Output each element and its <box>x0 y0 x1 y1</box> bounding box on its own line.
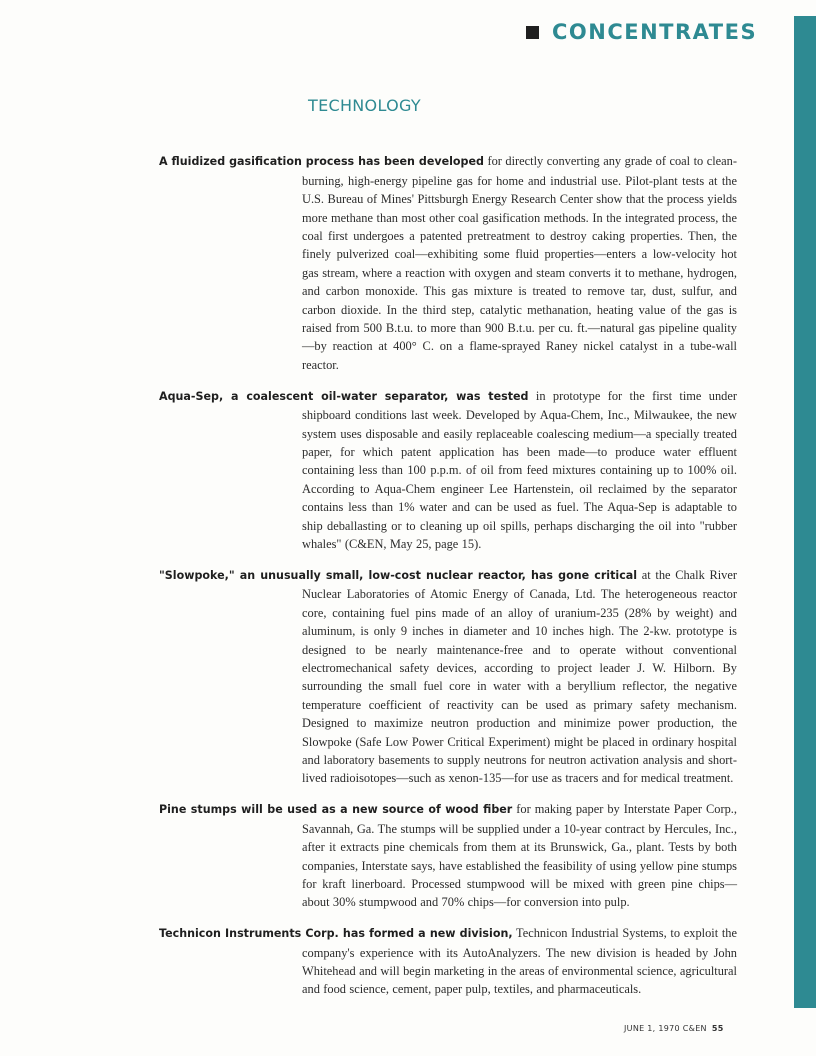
news-item-aqua-sep <box>159 387 737 554</box>
page-header <box>526 20 757 44</box>
item-body: Technicon Industrial Systems, to exploit the company's experience with its AutoAnalyzers. The new division is headed by John Whitehead and will begin marketing in the areas of environmental science, agricultural and food science, cement, paper pulp, textiles, and pharmaceuticals. <box>302 926 737 997</box>
item-body: for making paper by Interstate Paper Corp., Savannah, Ga. The stumps will be supplied under a 10-year contract by Hercules, Inc., after it extracts pine chemicals from them at its Brunswick, Ga., plant. Tests by both companies, Interstate says, have established the feasibility of using yellow pine stumps for kraft linerboard. Processed stumpwood will be mixed with green pine chips—about 30% stumpwood and 70% chips—for conversion into pulp. <box>302 802 737 910</box>
item-lead: A fluidized gasification process has been developed <box>159 155 484 169</box>
page-number: 55 <box>711 1024 724 1033</box>
news-item-pine-stumps <box>159 800 737 911</box>
section-title: TECHNOLOGY <box>308 96 421 115</box>
footer-date: JUNE 1, 1970 C&EN <box>624 1024 707 1033</box>
item-body: for directly converting any grade of coal to clean-burning, high-energy pipeline gas for home and industrial use. Pilot-plant tests at the U.S. Bureau of Mines' Pittsburgh Energy Research Center show that the process yields more methane than most other coal gasification methods. In the integrated process, the coal first undergoes a patented pretreatment to destroy caking properties. Then, the finely pulverized coal—exhibiting some fluid properties—enters a low-velocity hot gas stream, where a reaction with oxygen and steam converts it to methane, hydrogen, and carbon monoxide. This gas mixture is treated to remove tar, dust, sulfur, and carbon dioxide. In the third step, catalytic methanation, heating value of the gas is raised from 500 B.t.u. to more than 900 B.t.u. per cu. ft.—natural gas pipeline quality—by reaction at 400° C. on a flame-sprayed Raney nickel catalyst in a tube-wall reactor. <box>302 154 738 372</box>
page-footer <box>624 1024 724 1033</box>
item-lead: Technicon Instruments Corp. has formed a new division, <box>159 927 513 941</box>
item-lead: Aqua-Sep, a coalescent oil-water separator, was tested <box>159 389 529 403</box>
item-body: at the Chalk River Nuclear Laboratories of Atomic Energy of Canada, Ltd. The heterogeneous reactor core, containing fuel pins made of an alloy of uranium-235 (28% by weight) and aluminum, is only 9 inches in diameter and 10 inches high. The 2-kw. prototype is designed to be nearly maintenance-free and to operate without conventional electromechanical safety devices, according to project leader J. W. Hilborn. By surrounding the small fuel core in water with a beryllium reflector, the negative temperature coefficient of reactivity can be used as primary safety mechanism. Designed to maximize neutron production and minimize power production, the Slowpoke (Safe Low Power Critical Experiment) might be placed in ordinary hospital and laboratory basements to supply neutrons for neutron activation analysis and short-lived radioisotopes—such as xenon-135—for use as tracers and for medical treatment. <box>302 567 737 786</box>
item-lead: Pine stumps will be used as a new source of wood fiber <box>159 803 513 817</box>
page-edge-bar <box>794 16 816 1008</box>
news-item-technicon <box>159 924 737 999</box>
concentrates-list <box>159 140 737 1011</box>
header-title: CONCENTRATES <box>552 20 758 44</box>
item-lead: "Slowpoke," an unusually small, low-cost nuclear reactor, has gone critical <box>159 568 638 582</box>
news-item-slowpoke-reactor <box>159 566 737 788</box>
header-square-icon <box>526 26 539 39</box>
item-body: in prototype for the first time under shipboard conditions last week. Developed by Aqua-Chem, Inc., Milwaukee, the new system uses disposable and easily replaceable coalescing medium—a specially treated paper, for which patent application has been made—to produce water effluent containing less than 100 p.p.m. of oil from feed mixtures containing up to 100% oil. According to Aqua-Chem engineer Lee Hartenstein, oil reclaimed by the separator contains less than 1% water and can be used as fuel. The Aqua-Sep is adaptable to ship deballasting or to cleaning up oil spills, perhaps discharging the oil into "rubber whales" (C&EN, May 25, page 15). <box>302 388 738 552</box>
news-item-coal-gasification <box>159 152 737 374</box>
